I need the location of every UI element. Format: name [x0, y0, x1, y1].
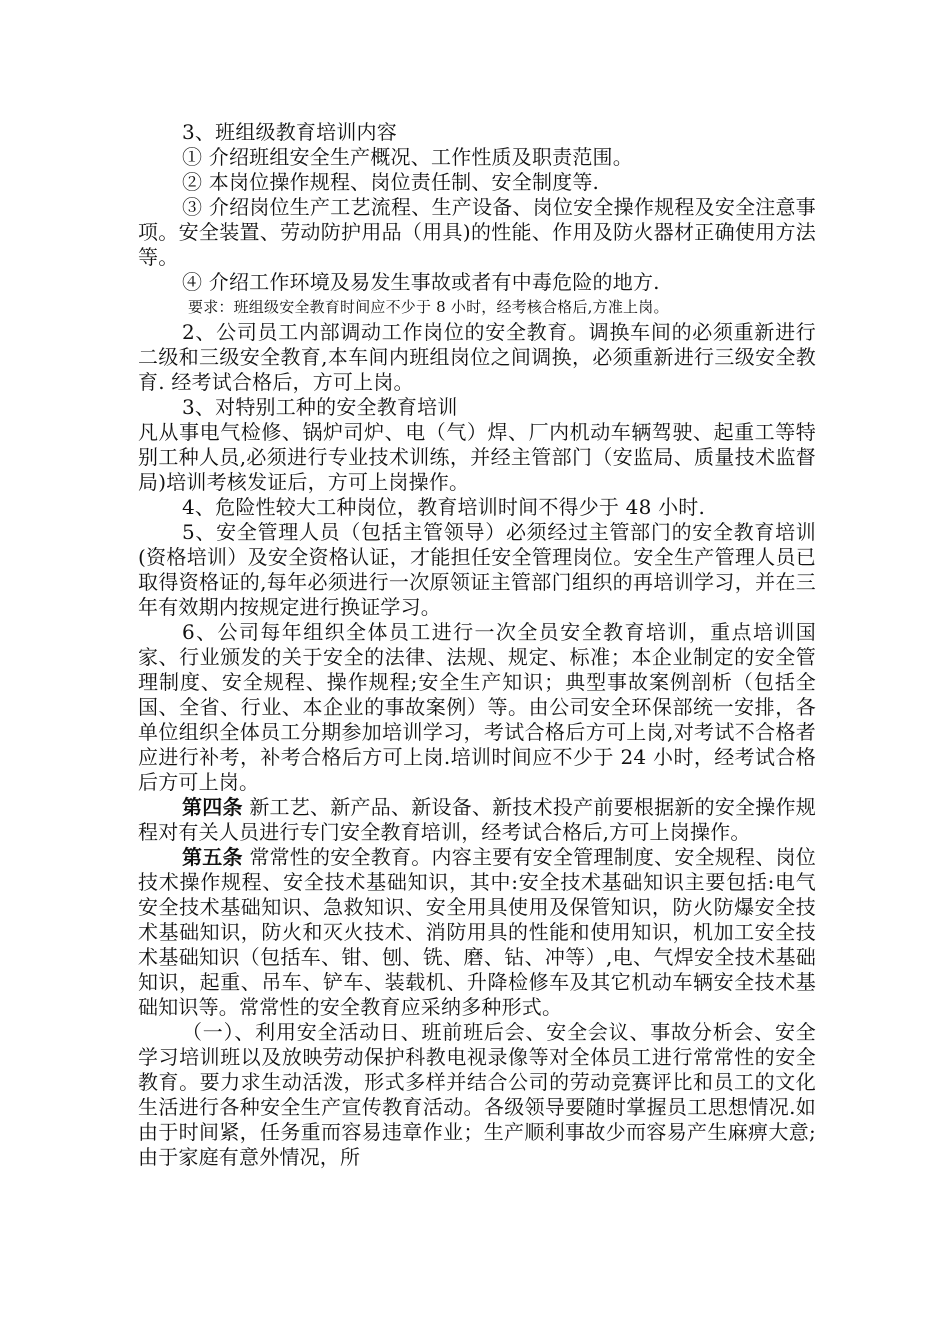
paragraph-dangerous-jobs: 4、危险性较大工种岗位，教育培训时间不得少于 48 小时.	[182, 495, 706, 519]
paragraph-requirement: 要求：班组级安全教育时间应不少于 8 小时，经考核合格后,方准上岗。	[188, 298, 669, 316]
article-5-text: 常常性的安全教育。内容主要有安全管理制度、安全规程、岗位技术操作规程、安全技术基础知识，其中:安全技术基础知识主要包括:电气安全技术基础知识、急救知识、安全用具使用及保管知识，防火防爆安全技术基础知识，防火和灭火技术、消防用具的性能和使用知识，机加工安全技术基础知识（包括车、钳、刨、铣、磨、钻、冲等）,电、气焊安全技术基础知识，起重、吊车、铲车、装载机、升降检修车及其它机动车辆安全技术基础知识等。常常性的安全教育应采纳多种形式。	[138, 845, 816, 1019]
paragraph-team-training-heading: 3、班组级教育培训内容	[182, 120, 397, 144]
article-5-label: 第五条	[182, 845, 243, 869]
paragraph-regular-education: （一）、利用安全活动日、班前班后会、安全会议、事故分析会、安全学习培训班以及放映劳动保护科教电视录像等对全体员工进行常常性的安全教育。要力求生动活泼，形式多样并结合公司的劳动竞赛评比和员工的文化生活进行各种安全生产宣传教育活动。各级领导要随时掌握员工思想情况.如由于时间紧，任务重而容易违章作业；生产顺利事故少而容易产生麻痹大意;由于家庭有意外情况，所	[138, 1020, 816, 1169]
paragraph-item-3: ③ 介绍岗位生产工艺流程、生产设备、岗位安全操作规程及安全注意事项。安全装置、劳动防护用品（用具)的性能、作用及防火器材正确使用方法等。	[138, 195, 816, 269]
paragraph-article-5	[138, 845, 816, 1020]
article-4-label: 第四条	[182, 795, 243, 819]
paragraph-internal-transfer: 2、公司员工内部调动工作岗位的安全教育。调换车间的必须重新进行二级和三级安全教育,本车间内班组岗位之间调换，必须重新进行三级安全教育. 经考试合格后，方可上岗。	[138, 320, 816, 394]
paragraph-item-1: ① 介绍班组安全生产概况、工作性质及职责范围。	[182, 145, 633, 169]
document-page	[138, 120, 816, 1170]
paragraph-item-2: ② 本岗位操作规程、岗位责任制、安全制度等.	[182, 170, 600, 194]
article-4-text: 新工艺、新产品、新设备、新技术投产前要根据新的安全操作规程对有关人员进行专门安全教育培训，经考试合格后,方可上岗操作。	[138, 795, 816, 844]
paragraph-annual-training: 6、公司每年组织全体员工进行一次全员安全教育培训，重点培训国家、行业颁发的关于安全的法律、法规、规定、标准；本企业制定的安全管理制度、安全规程、操作规程;安全生产知识；典型事故案例剖析（包括全国、全省、行业、本企业的事故案例）等。由公司安全环保部统一安排，各单位组织全体员工分期参加培训学习，考试合格后方可上岗,对考试不合格者应进行补考，补考合格后方可上岗.培训时间应不少于 24 小时，经考试合格后方可上岗。	[138, 620, 816, 794]
paragraph-article-4	[138, 795, 816, 845]
paragraph-special-trades: 凡从事电气检修、锅炉司炉、电（气）焊、厂内机动车辆驾驶、起重工等特别工种人员,必须进行专业技术训练，并经主管部门（安监局、质量技术监督局)培训考核发证后，方可上岗操作。	[138, 420, 816, 494]
paragraph-special-trades-heading: 3、对特别工种的安全教育培训	[182, 395, 458, 419]
paragraph-safety-managers: 5、安全管理人员（包括主管领导）必须经过主管部门的安全教育培训(资格培训）及安全资格认证，才能担任安全管理岗位。安全生产管理人员已取得资格证的,每年必须进行一次原领证主管部门组织的再培训学习，并在三年有效期内按规定进行换证学习。	[138, 520, 816, 619]
paragraph-item-4: ④ 介绍工作环境及易发生事故或者有中毒危险的地方.	[182, 270, 660, 294]
